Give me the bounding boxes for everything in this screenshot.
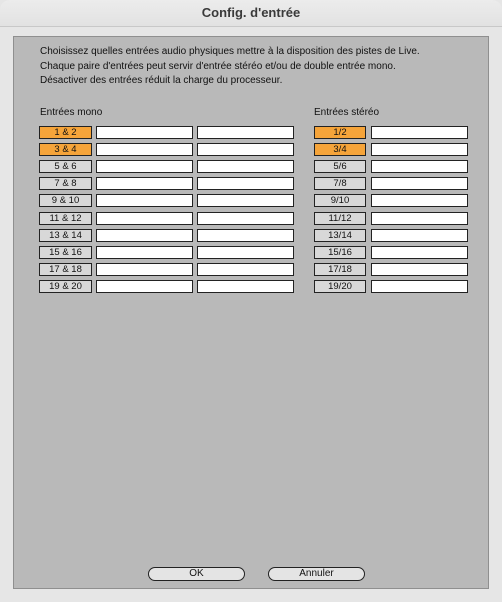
stereo-pair-toggle[interactable]: 1/2 (314, 126, 366, 139)
description-line-2: Chaque paire d'entrées peut servir d'entrée stéréo et/ou de double entrée mono. (40, 60, 396, 72)
config-panel (13, 36, 489, 589)
stereo-pair-toggle[interactable]: 17/18 (314, 263, 366, 276)
stereo-input-row (14, 263, 490, 276)
stereo-input-name-field[interactable] (371, 280, 468, 293)
stereo-input-name-field[interactable] (371, 143, 468, 156)
stereo-input-row (14, 126, 490, 139)
stereo-pair-toggle[interactable]: 11/12 (314, 212, 366, 225)
mono-inputs-label: Entrées mono (40, 107, 103, 118)
stereo-pair-toggle[interactable]: 7/8 (314, 177, 366, 190)
stereo-input-name-field[interactable] (371, 212, 468, 225)
mono-pair-toggle[interactable]: 1 & 2 (39, 126, 92, 139)
stereo-pair-toggle[interactable]: 9/10 (314, 194, 366, 207)
stereo-input-row (14, 212, 490, 225)
stereo-pair-toggle[interactable]: 13/14 (314, 229, 366, 242)
mono-pair-toggle[interactable]: 9 & 10 (39, 194, 92, 207)
description-line-3: Désactiver des entrées réduit la charge du processeur. (40, 75, 283, 86)
stereo-input-name-field[interactable] (371, 246, 468, 259)
stereo-input-row (14, 177, 490, 190)
stereo-pair-toggle[interactable]: 5/6 (314, 160, 366, 173)
mono-pair-toggle[interactable]: 11 & 12 (39, 212, 92, 225)
stereo-pair-toggle[interactable]: 19/20 (314, 280, 366, 293)
stereo-input-name-field[interactable] (371, 160, 468, 173)
mono-pair-toggle[interactable]: 7 & 8 (39, 177, 92, 190)
window-title: Config. d'entrée (201, 5, 301, 20)
mono-pair-toggle[interactable]: 5 & 6 (39, 160, 92, 173)
mono-pair-toggle[interactable]: 15 & 16 (39, 246, 92, 259)
title-bar[interactable] (0, 0, 502, 27)
stereo-input-row (14, 246, 490, 259)
stereo-input-name-field[interactable] (371, 177, 468, 190)
stereo-input-row (14, 160, 490, 173)
mono-pair-toggle[interactable]: 13 & 14 (39, 229, 92, 242)
stereo-input-row (14, 229, 490, 242)
stereo-input-name-field[interactable] (371, 263, 468, 276)
mono-pair-toggle[interactable]: 3 & 4 (39, 143, 92, 156)
stereo-inputs-label: Entrées stéréo (314, 107, 380, 118)
stereo-input-row (14, 280, 490, 293)
mono-pair-toggle[interactable]: 17 & 18 (39, 263, 92, 276)
stereo-input-name-field[interactable] (371, 194, 468, 207)
stereo-input-name-field[interactable] (371, 126, 468, 139)
ok-button[interactable]: OK (148, 567, 245, 581)
stereo-input-row (14, 143, 490, 156)
description (40, 45, 420, 89)
stereo-input-name-field[interactable] (371, 229, 468, 242)
stereo-pair-toggle[interactable]: 15/16 (314, 246, 366, 259)
stereo-pair-toggle[interactable]: 3/4 (314, 143, 366, 156)
description-line-1: Choisissez quelles entrées audio physiques mettre à la disposition des pistes de Live. (40, 46, 420, 57)
stereo-input-row (14, 194, 490, 207)
mono-pair-toggle[interactable]: 19 & 20 (39, 280, 92, 293)
cancel-button[interactable]: Annuler (268, 567, 365, 581)
